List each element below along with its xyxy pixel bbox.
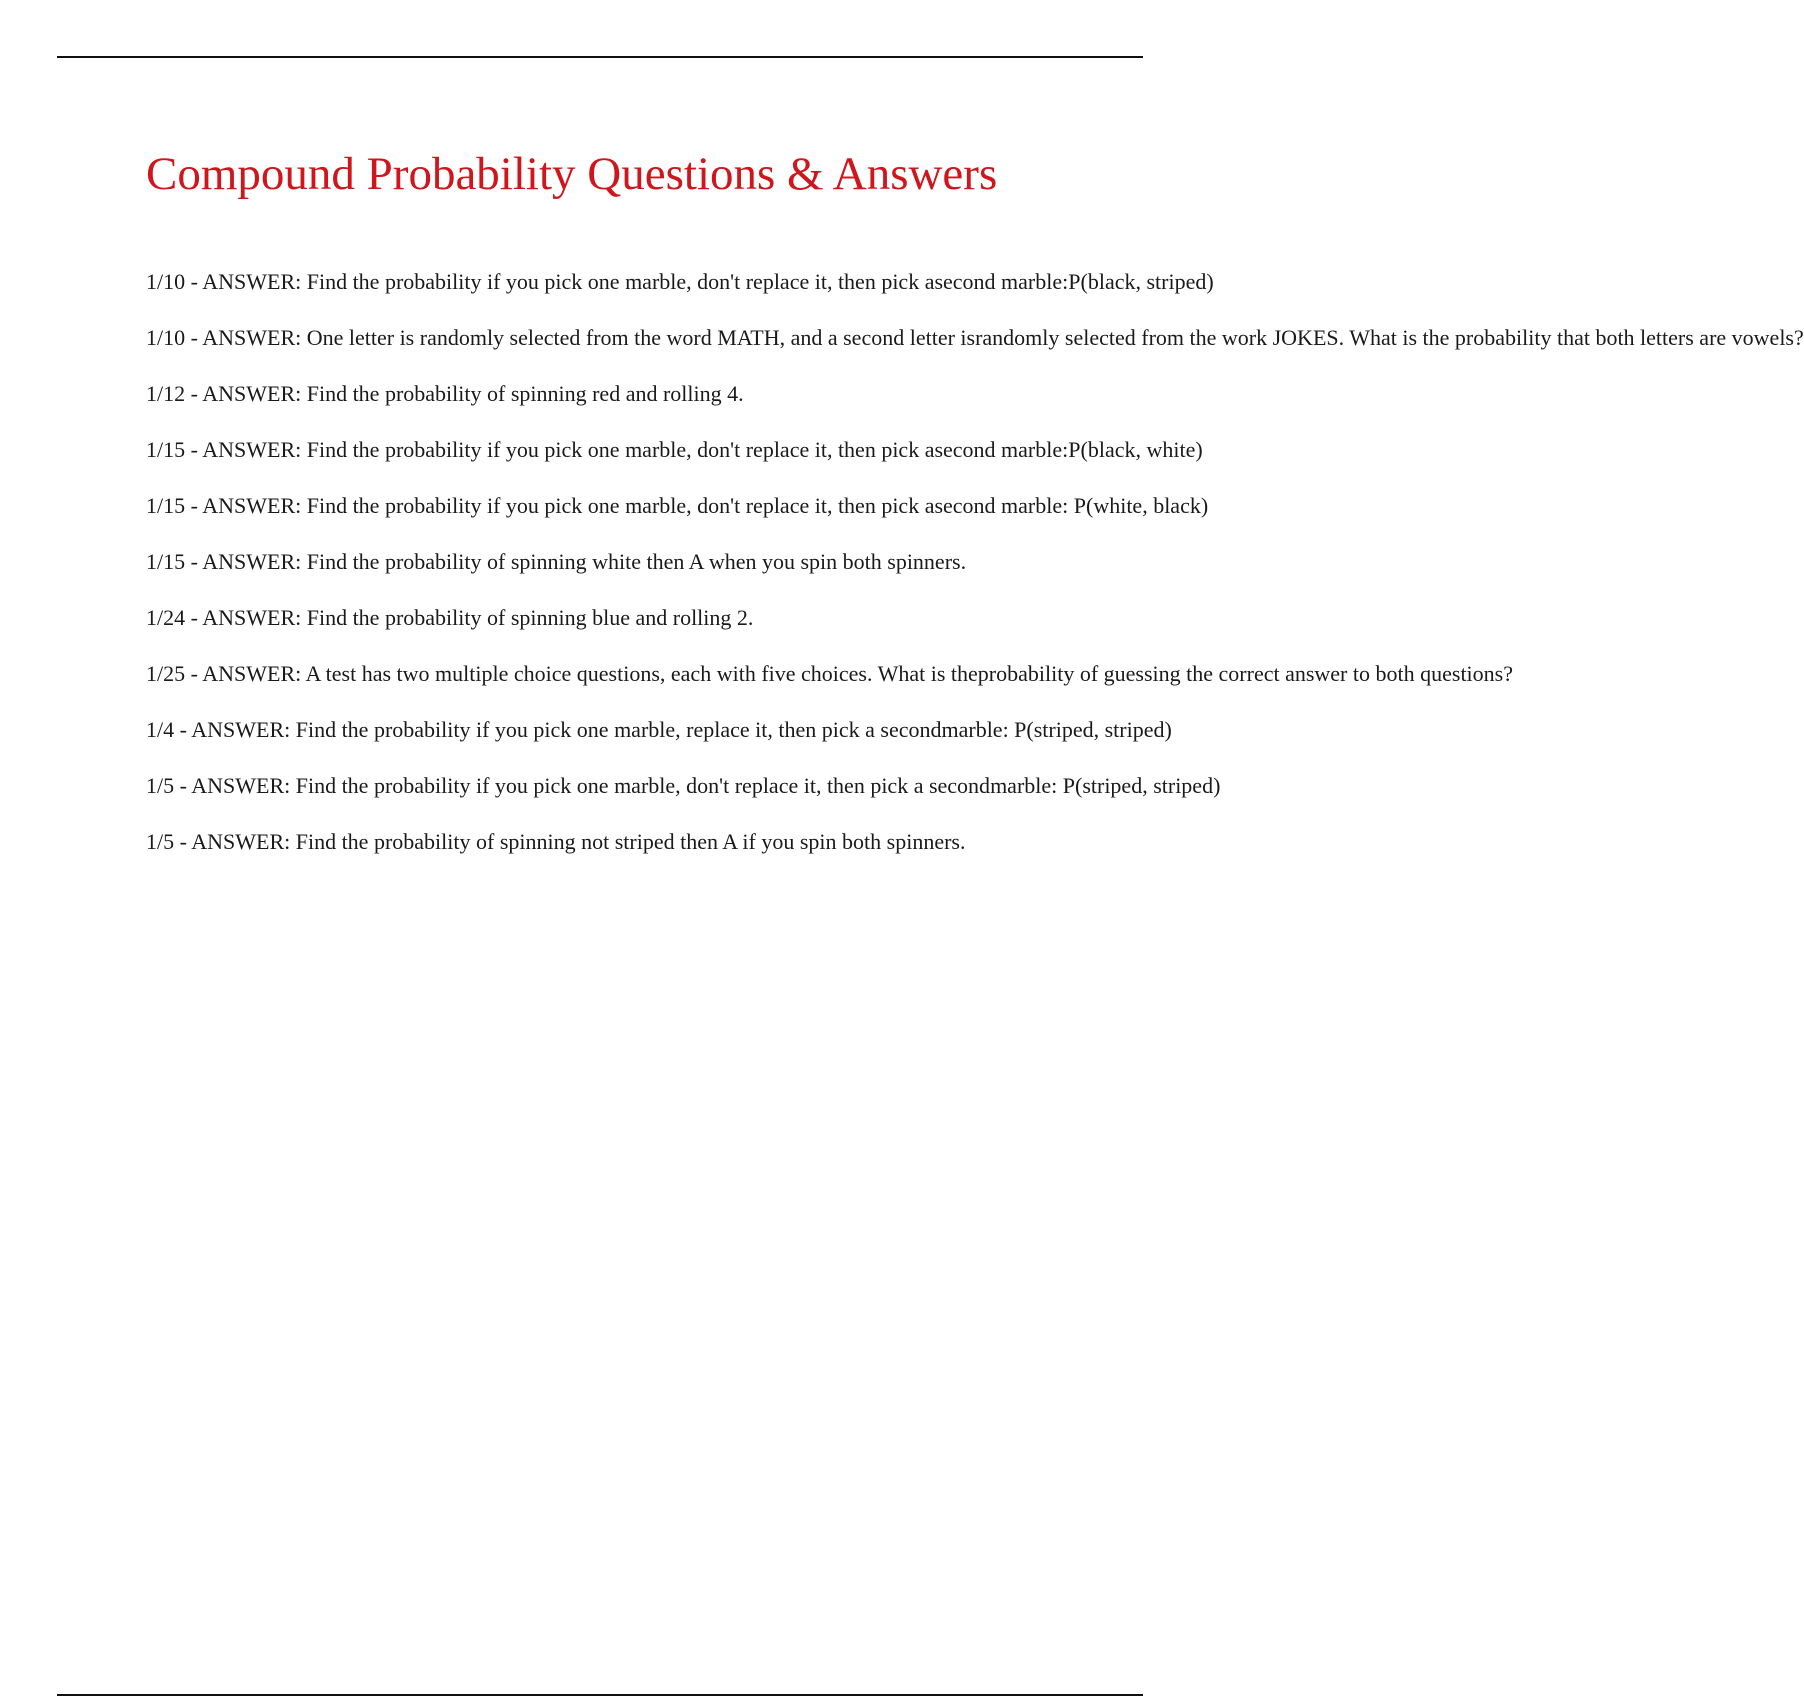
qa-entry-line: second marble: bbox=[934, 437, 1069, 462]
qa-entry-line: 1/25 - ANSWER: A test has two multiple choice questions, each with five choices. What is the bbox=[146, 661, 978, 686]
qa-entry bbox=[146, 702, 1172, 758]
qa-entry-line: second marble: bbox=[934, 269, 1069, 294]
qa-entry-line: second marble: P(white, black) bbox=[934, 493, 1209, 518]
qa-entry-line: marble: P(striped, striped) bbox=[990, 773, 1221, 798]
qa-entry-line: probability of guessing the correct answer to both questions? bbox=[977, 661, 1513, 686]
top-rule bbox=[57, 56, 1143, 58]
qa-entry bbox=[146, 590, 1086, 646]
qa-entry-line: 1/5 - ANSWER: Find the probability if you pick one marble, don't replace it, then pick a second bbox=[146, 773, 991, 798]
qa-entry-line: 1/24 - ANSWER: Find the probability of spinning blue and rolling 2. bbox=[146, 605, 754, 630]
bottom-rule bbox=[57, 1694, 1143, 1696]
qa-entry bbox=[146, 814, 1086, 870]
qa-entry-line: 1/15 - ANSWER: Find the probability if you pick one marble, don't replace it, then pick a bbox=[146, 493, 935, 518]
qa-entry bbox=[146, 478, 1209, 534]
qa-entry bbox=[146, 646, 1513, 702]
document-title: Compound Probability Questions & Answers bbox=[146, 148, 998, 200]
qa-entry-line: 1/15 - ANSWER: Find the probability of spinning white then A when you spin both spinners. bbox=[146, 549, 967, 574]
qa-entry bbox=[146, 758, 1221, 814]
qa-entry-line: 1/15 - ANSWER: Find the probability if you pick one marble, don't replace it, then pick a bbox=[146, 437, 935, 462]
qa-entry bbox=[146, 254, 1214, 310]
qa-entry bbox=[146, 366, 1086, 422]
qa-entry-line: 1/4 - ANSWER: Find the probability if you pick one marble, replace it, then pick a second bbox=[146, 717, 942, 742]
qa-list bbox=[146, 254, 1804, 870]
qa-entry bbox=[146, 534, 1086, 590]
qa-entry bbox=[146, 422, 1203, 478]
qa-entry-line: marble: P(striped, striped) bbox=[941, 717, 1172, 742]
qa-entry-line: P(black, striped) bbox=[1068, 269, 1214, 294]
qa-entry-line: 1/5 - ANSWER: Find the probability of spinning not striped then A if you spin both spinners. bbox=[146, 829, 966, 854]
qa-entry-line: 1/10 - ANSWER: One letter is randomly selected from the word MATH, and a second letter is bbox=[146, 325, 976, 350]
qa-entry-line: 1/10 - ANSWER: Find the probability if you pick one marble, don't replace it, then pick a bbox=[146, 269, 935, 294]
qa-entry bbox=[146, 310, 1804, 366]
qa-entry-line: 1/12 - ANSWER: Find the probability of spinning red and rolling 4. bbox=[146, 381, 744, 406]
qa-entry-line: P(black, white) bbox=[1068, 437, 1203, 462]
qa-entry-line: randomly selected from the work JOKES. What is the probability that both letters are vowels? bbox=[975, 325, 1804, 350]
document-body bbox=[146, 140, 1804, 870]
